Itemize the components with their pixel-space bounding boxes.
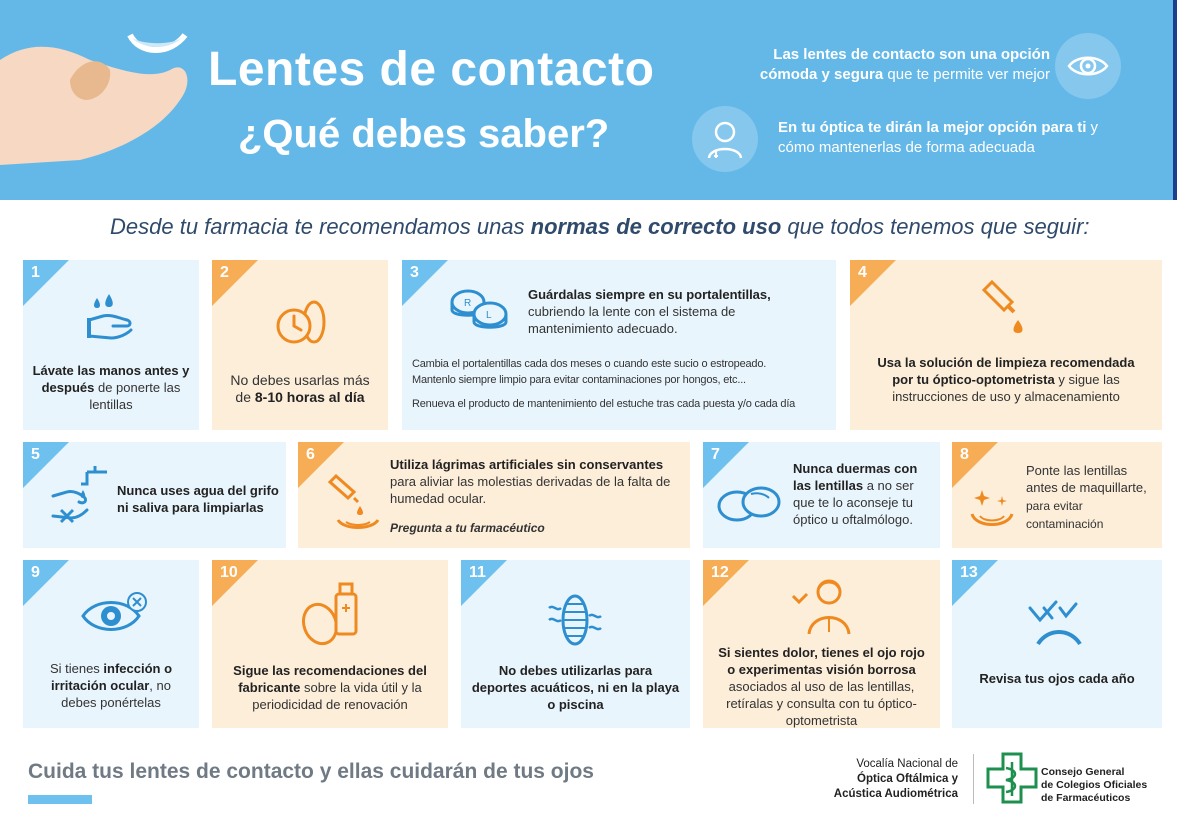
tip-card-12: 12 Si sientes dolor, tienes el ojo rojo o experimentas visión borrosa asociados al uso de las lentillas, retíralas y consulta con tu óptico-optometrista <box>703 560 940 728</box>
optician-icon <box>692 106 758 172</box>
tip-number: 3 <box>410 264 419 281</box>
tip-number: 4 <box>858 264 867 281</box>
tip-card-11: 11 No debes utilizarlas para deportes acuáticos, ni en la playa o piscina <box>461 560 690 728</box>
eye-icon <box>1055 33 1121 99</box>
lens-bottle-icon <box>298 578 362 650</box>
solution-bottle-icon <box>978 276 1032 338</box>
eye-check-icon <box>1026 596 1092 652</box>
header-banner <box>0 0 1177 200</box>
footer-accent-bar <box>28 795 92 804</box>
tip-number: 12 <box>711 564 729 581</box>
footer-slogan: Cuida tus lentes de contacto y ellas cuidarán de tus ojos <box>28 760 594 783</box>
page-subtitle: ¿Qué debes saber? <box>238 112 610 156</box>
tip-number: 1 <box>31 264 40 281</box>
sparkle-lens-icon <box>968 486 1018 530</box>
optometrist-icon <box>789 572 863 640</box>
tip-card-3: 3 R L Guárdalas siempre en su portalentillas, cubriendo la lente con el sistema de mantenimiento adecuado. Cambia el portalentillas cada dos meses o cuando este sucio o estropeado. Mantenlo siempre limpio para evitar contaminaciones por hongos, etc... Renueva el producto de mantenimiento del estuche tras cada puesta y/o cada día <box>402 260 836 430</box>
tip-card-1: 1 Lávate las manos antes y después de ponerte las lentillas <box>23 260 199 430</box>
svg-text:R: R <box>464 298 472 309</box>
hand-with-lens-icon <box>0 0 200 200</box>
page-title: Lentes de contacto <box>208 43 655 96</box>
eye-drops-icon <box>326 468 382 534</box>
contact-lenses-icon <box>717 482 783 528</box>
tip-card-7: 7 Nunca duermas con las lentillas a no ser que te lo aconseje tu óptico u oftalmólogo. <box>703 442 940 548</box>
tip-card-13: 13 Revisa tus ojos cada año <box>952 560 1162 728</box>
tip-card-5: 5 Nunca uses agua del grifo ni saliva para limpiarlas <box>23 442 286 548</box>
header-info-optician: En tu óptica te dirán la mejor opción para ti y cómo mantenerlas de forma adecuada <box>778 119 1099 156</box>
cgco-label: Consejo General de Colegios Oficiales de Farmacéuticos <box>1041 766 1148 804</box>
tip-number: 7 <box>711 446 720 463</box>
vocalia-label: Vocalía Nacional de Óptica Oftálmica y Acústica Audiométrica <box>833 758 958 800</box>
lens-case-icon <box>446 284 514 336</box>
hand-wash-icon <box>83 290 139 346</box>
tip-number: 6 <box>306 446 315 463</box>
tip-card-8: 8 Ponte las lentillas antes de maquillarte, para evitar contaminación <box>952 442 1162 548</box>
tip-number: 9 <box>31 564 40 581</box>
svg-text:L: L <box>486 310 492 321</box>
swimming-goggle-icon <box>545 590 605 650</box>
tip-card-9: 9 Si tienes infección o irritación ocular, no debes ponértelas <box>23 560 199 728</box>
tip-card-6: 6 Utiliza lágrimas artificiales sin conservantes para aliviar las molestias derivadas de la falta de humedad ocular. Pregunta a tu farmacéutico <box>298 442 690 548</box>
infected-eye-icon <box>79 590 149 640</box>
tip-number: 13 <box>960 564 978 581</box>
clock-lens-icon <box>268 292 332 356</box>
header-info-comfort: Las lentes de contacto son una opción cómoda y segura que te permite ver mejor <box>759 46 1050 83</box>
footer-divider <box>973 754 974 804</box>
tip-card-2: 2 No debes usarlas más de 8-10 horas al día <box>212 260 388 430</box>
tip-number: 2 <box>220 264 229 281</box>
tip-number: 11 <box>469 564 486 581</box>
tip-number: 5 <box>31 446 40 463</box>
tip-card-10: 10 Sigue las recomendaciones del fabricante sobre la vida útil y la periodicidad de renovación <box>212 560 448 728</box>
tip-number: 8 <box>960 446 969 463</box>
intro-text: Desde tu farmacia te recomendamos unas normas de correcto uso que todos tenemos que seguir: <box>110 214 1090 239</box>
pharmacy-cross-logo <box>986 752 1038 804</box>
no-tap-water-icon <box>47 462 111 528</box>
tip-card-4: 4 Usa la solución de limpieza recomendada por tu óptico-optometrista y sigue las instrucciones de uso y almacenamiento <box>850 260 1162 430</box>
tip-number: 10 <box>220 564 238 581</box>
